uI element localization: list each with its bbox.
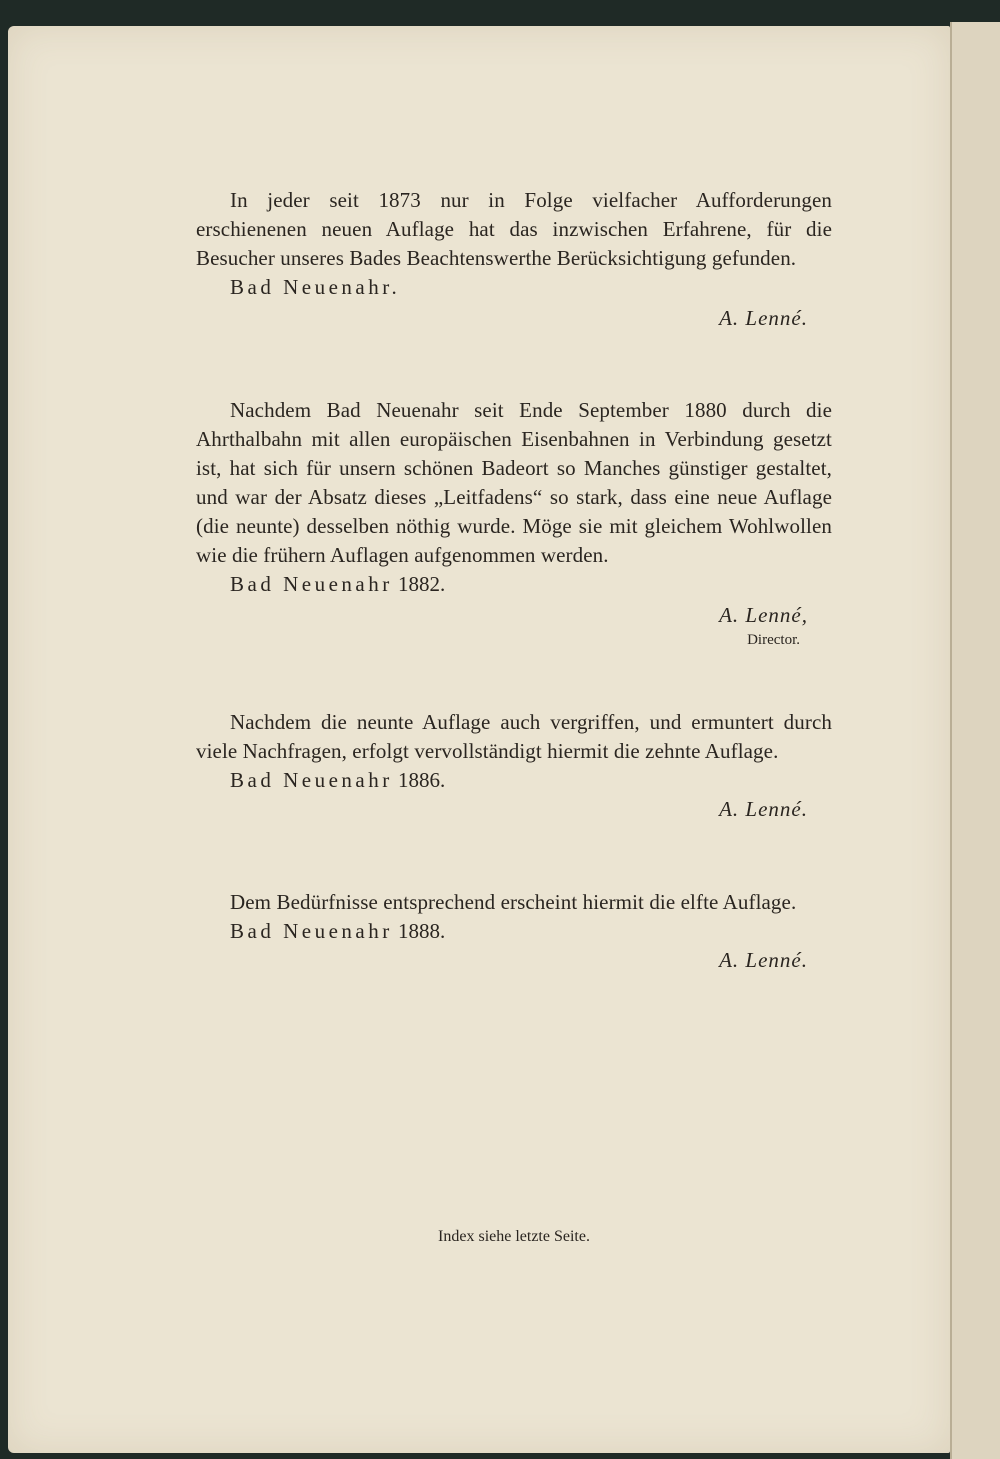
- place-year: 1886.: [397, 768, 446, 792]
- page-edge-right: [950, 22, 1000, 1459]
- preface-text: Nachdem die neunte Auflage auch vergriffen, und ermuntert durch viele Nachfragen, erfolgt vervollständigt hiermit die zehnte Auflage.: [196, 710, 832, 763]
- preface-text: Dem Bedürfnisse entsprechend erscheint hiermit die elfte Auflage.: [230, 890, 797, 914]
- preface-signature: A. Lenné,: [719, 603, 808, 627]
- place-year: 1882.: [397, 572, 446, 596]
- preface-place: [196, 917, 832, 946]
- preface-text: Nachdem Bad Neuenahr seit Ende September 1880 durch die Ahrthalbahn mit allen europäischen Eisenbahnen in Verbindung gesetzt ist, hat sich für unsern schönen Badeort so Manches günstiger gestaltet, und war der Absatz dieses „Leitfadens“ so stark, dass eine neue Auflage (die neunte) desselben nöthig wurde. Möge sie mit gleichem Wohlwollen wie die frühern Auflagen aufgenommen werden.: [196, 398, 832, 567]
- preface-3: [196, 708, 832, 824]
- footer-note: Index siehe letzte Seite.: [438, 1228, 590, 1245]
- place-name: Bad Neuenahr: [230, 768, 393, 792]
- preface-text: In jeder seit 1873 nur in Folge vielfacher Aufforderungen erschienenen neuen Auflage hat das inzwischen Erfahrene, für die Besucher unseres Bades Beachtenswerthe Berücksichtigung gefunden.: [196, 188, 832, 270]
- place-name: Bad Neuenahr: [230, 919, 393, 943]
- signature-title: Director.: [747, 632, 800, 648]
- place-name: Bad Neuenahr: [230, 572, 393, 596]
- preface-signature: A. Lenné.: [719, 306, 808, 330]
- preface-4: [196, 888, 832, 975]
- place-year: 1888.: [397, 919, 446, 943]
- preface-1: [196, 186, 832, 333]
- preface-place: [196, 570, 832, 599]
- preface-place: [196, 766, 832, 795]
- preface-signature: A. Lenné.: [719, 797, 808, 821]
- place-name: Bad Neuenahr.: [230, 275, 401, 299]
- preface-2: [196, 396, 832, 650]
- preface-place: [196, 273, 832, 302]
- preface-signature: A. Lenné.: [719, 948, 808, 972]
